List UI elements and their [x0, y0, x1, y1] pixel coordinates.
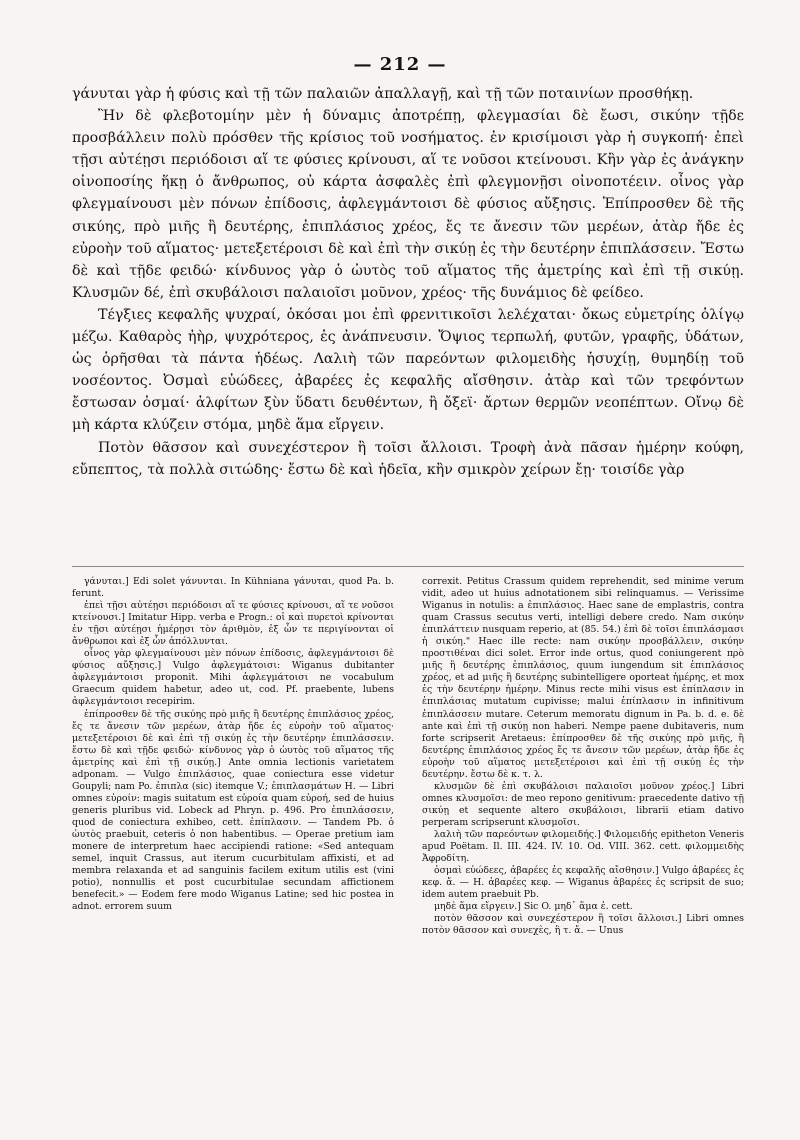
main-paragraph-4: Ποτὸν θᾶσσον καὶ συνεχέστερον ἢ τοῖσι ἄλλοισι. Τροφὴ ἀνὰ πᾶσαν ἡμέρην κούφη, εὔπεπτος, τὰ πολλὰ σιτώδης· ἔστω δὲ καὶ ἡδεῖα, κἢν σμικρὸν χείρων ἔῃ· τοισίδε γὰρ	[72, 439, 744, 478]
main-paragraph-3: Τέγξιες κεφαλῆς ψυχραί, ὁκόσαι μοι ἐπὶ φρενιτικοῖσι λελέχαται· ὄκως εὐμετρίης ὀλίγῳ μέζω. Καθαρὸς ἠὴρ, ψυχρότερος, ἐς ἀνάπνευσιν. Ὄψιος τερπωλή, φυτῶν, γραφῆς, ὑδάτων, ὡς ὁρῆσθαι τὰ πάντα ἡδέως. Λαλιὴ τῶν παρεόντων φιλομειδὴς ἡσυχίῃ, θυμηδίῃ τοῦ νοσέοντος. Ὀσμαὶ εὐώδεες, ἀβαρέες ἐς κεφαλῆς αἴσθησιν. ἀτὰρ καὶ τῶν τρεφόντων ἔστωσαν ὀσμαί· ἀλφίτων ξὺν ὕδατι δευθέντων, ἢ ὄξεϊ· ἄρτων θερμῶν νεοπέπτων. Οἴνῳ δὲ μὴ κάρτα κλύζειν στόμα, μηδὲ ἅμα εἴργειν.	[72, 306, 744, 434]
footnote: οἶνος γὰρ φλεγμαίνουσι μὲν πόνων ἐπίδοσις, ἀφλεγμάντοισι δὲ φύσιος αὔξησις.] Vulgo ἀφλεγμάτοισι: Wiganus dubitanter ἀφλεγμάντοισι proponit. Mihi ἀφλεγμάτοισι ne vocabulum Graecum quidem habetur, adeo ut, cod. Pf. praebente, lubens ἀφλεγμάντοισι recepirim.	[72, 648, 394, 708]
footnote: κλυσμῶν δὲ ἐπὶ σκυβάλοισι παλαιοῖσι μοῦνον χρέος.] Libri omnes κλυσμοῖσι: de meo repono genitivum: praecedente dativo τῇ σικύῃ et sequente altero σκυβάλοισι, librarii etiam dativo perperam scripserunt κλυσμοῖσι.	[422, 780, 744, 828]
page-number: — 212 —	[353, 54, 447, 75]
footnote-divider	[72, 566, 744, 567]
footnote-continuation: correxit. Petitus Crassum quidem reprehendit, sed minime verum vidit, adeo ut huius adnotationem sibi relinquamus. — Verissime Wiganus in notulis: a ἐπιπλάσιος. Haec sane de emplastris, contra quam Crassus secutus verti, intelligi debere credo. Nam σικύην ἐπιπλάττειν nusquam reperio, at (85. 54.) ἐπὶ δὲ τοῖσι ἐπιπλάσμασι ἡ σικύη." Haec ille recte: nam σικύην προσβάλλειν, σικύην προστιθέναι dici solet. Error inde ortus, quod coniungerent πρὸ μιῆς ἢ δευτέρης ἐπιπλάσιος, quum iungendum sit ἐπιπλάσιος χρέος, et ad μιῆς ἢ δευτέρης subintelligere oporteat ἡμέρης, et mox ἐς τὴν δευτέρην ἡμέρην. Minus recte mihi visus est ἐπίπλασιν in ἐπιπλάσιας mutatum cupivisse; malui ἐπίπλασιν in infinitivum ἐπιπλάσσειν mutare. Ceterum memoratu dignum in Pa. b. d. e. δὲ ante καὶ ἐπὶ τῇ σικύῃ non haberi. Nempe paene dubitaveris, num forte scripserit Aretaeus: ἐπίπροσθεν δὲ τῆς σικύης πρὸ μιῆς, ἢ δευτέρης ἐπιπλάσιος χρέος ἔς τε ἄνεσιν τῶν μερέων, ἀτὰρ ἤδε ἐς εὐροὴν τοῦ αἵματος μετεξετέροισι καὶ ἐπὶ τῇ σικύῃ ἐς τὴν δευτέρην. ἔστω δὲ κ. τ. λ.	[422, 576, 744, 780]
footnote: μηδὲ ἅμα εἴργειν.] Sic O. μηδ᾽ ἅμα ἐ. cett.	[434, 901, 633, 913]
footnotes	[72, 576, 744, 937]
footnote: ὀσμαὶ εὐώδεες, ἀβαρέες ἐς κεφαλῆς αἴσθησιν.] Vulgo ἀβαρέες ἐς κεφ. ἄ. — H. ἀβαρέες κεφ. — Wiganus ἀβαρέες ἐς scripsit de suo; idem autem praebuit Pb.	[422, 865, 744, 901]
main-paragraph-1: γάνυται γὰρ ἡ φύσις καὶ τῇ τῶν παλαιῶν ἀπαλλαγῇ, καὶ τῇ τῶν ποταινίων προσθήκῃ.	[72, 86, 694, 102]
main-text	[72, 83, 744, 481]
footnote: ποτὸν θᾶσσον καὶ συνεχέστερον ἢ τοῖσι ἄλλοισι.] Libri omnes ποτὸν θᾶσσον καὶ συνεχὲς, ἢ τ. ἄ. — Unus	[422, 913, 744, 937]
footnote: γάνυται.] Edi solet γάνυνται. In Kühniana γάνυται, quod Pa. b. ferunt.	[72, 576, 394, 600]
footnote: ἐπίπροσθεν δὲ τῆς σικύης πρὸ μιῆς ἢ δευτέρης ἐπιπλάσιος χρέος, ἔς τε ἄνεσιν τῶν μερέων, ἀτὰρ ἤδε ἐς εὐροὴν τοῦ αἵματος· μετεξετέροισι δὲ καὶ ἐπὶ τῇ σικύῃ ἐς τὴν δευτέρην ἐπιπλάσσειν. ἔστω δὲ καὶ τῇδε φειδώ· κίνδυνος γὰρ ὁ ὠυτὸς τοῦ αἵματος τῆς ἀμετρίης καὶ ἐπὶ τῇ σικύῃ.] Ante omnia lectionis varietatem adponam. — Vulgo ἐπιπλάσιος, quae coniectura esse videtur Goupyli; nam Po. ἐπιπλα (sic) itemque V.; ἐπιπλασμάτων H. — Libri omnes εὐροίν: magis suitatum est εὐροία quam εὐροή, sed de huius generis pluribus vid. Lobeck ad Phryn. p. 496. Pro ἐπιπλάσσειν, quod de coniectura exhibeo, cett. ἐπίπλασιν. — Tandem Pb. ὁ ὠυτὸς praebuit, ceteris ὁ non habentibus. — Operae pretium iam monere de interpretum haec accipiendi ratione: «Sed antequam semel, inquit Crassus, aut iterum cucurbitulam affixisti, et ad membra relaxanda et ad sanguinis facilem exitum utilis est (vini potio), nonnullis et post cucurbitulae secundam affictionem benefecit.» — Eodem fere modo Wiganus Latine; sed hic postea in adnot. errorem suum	[72, 708, 394, 913]
footnotes-right-column	[422, 576, 744, 937]
footnote: ἐπεὶ τῇσι αὐτέῃσι περιόδοισι αἵ τε φύσιες κρίνουσι, αἵ τε νοῦσοι κτείνουσι.] Imitatur Hipp. verba e Progn.: οἱ καὶ πυρετοὶ κρίνονται ἐν τῇσι αὐτέῃσι ἡμέρῃσι τὸν ἀριθμὸν, ἐξ ὧν τε περιγίνονται οἱ ἄνθρωποι καὶ ἐξ ὧν ἀπόλλυνται.	[72, 600, 394, 648]
footnote: λαλιὴ τῶν παρεόντων φιλομειδής.] Φιλομειδής epitheton Veneris apud Poëtam. Il. III. 424. IV. 10. Od. VIII. 362. cett. φιλομμειδὴς Ἀφροδίτη.	[422, 828, 744, 865]
main-paragraph-2: Ἢν δὲ φλεβοτομίην μὲν ἡ δύναμις ἀποτρέπῃ, φλεγμασίαι δὲ ἔωσι, σικύην τῇδε προσβάλλειν πολὺ πρόσθεν τῆς κρίσιος τοῦ νοσήματος. ἐν κρισίμοισι γὰρ ἡ συγκοπή· ἐπεὶ τῇσι αὐτέῃσι περιόδοισι αἵ τε φύσιες κρίνουσι, αἵ τε νοῦσοι κτείνουσι. Κἢν γὰρ ἐς ἀνάγκην οἰνοποσίης ἥκῃ ὁ ἄνθρωπος, οὐ κάρτα ἀσφαλὲς ἐπὶ φλεγμονῇσι οἰνοποτέειν. οἶνος γὰρ φλεγμαίνουσι μὲν πόνων ἐπίδοσις, ἀφλεγμάντοισι δὲ φύσιος αὔξησις. Ἐπίπροσθεν δὲ τῆς σικύης, πρὸ μιῆς ἢ δευτέρης, ἐπιπλάσιος χρέος, ἔς τε ἄνεσιν τῶν μερέων, ἀτὰρ ἤδε ἐς εὐροὴν τοῦ αἵματος· μετεξετέροισι δὲ καὶ ἐπὶ τὴν σικύῃ ἐς τὴν δευτέρην ἐπιπλάσσειν. Ἔστω δὲ καὶ τῇδε φειδώ· κίνδυνος γὰρ ὁ ὠυτὸς τοῦ αἵματος τῆς ἀμετρίης καὶ ἐπὶ τῇ σικύῃ. Κλυσμῶν δέ, ἐπὶ σκυβάλοισι παλαιοῖσι μοῦνον, χρέος· τῆς δυνάμιος δὲ φείδεο.	[72, 108, 744, 301]
footnotes-left-column	[72, 576, 394, 937]
